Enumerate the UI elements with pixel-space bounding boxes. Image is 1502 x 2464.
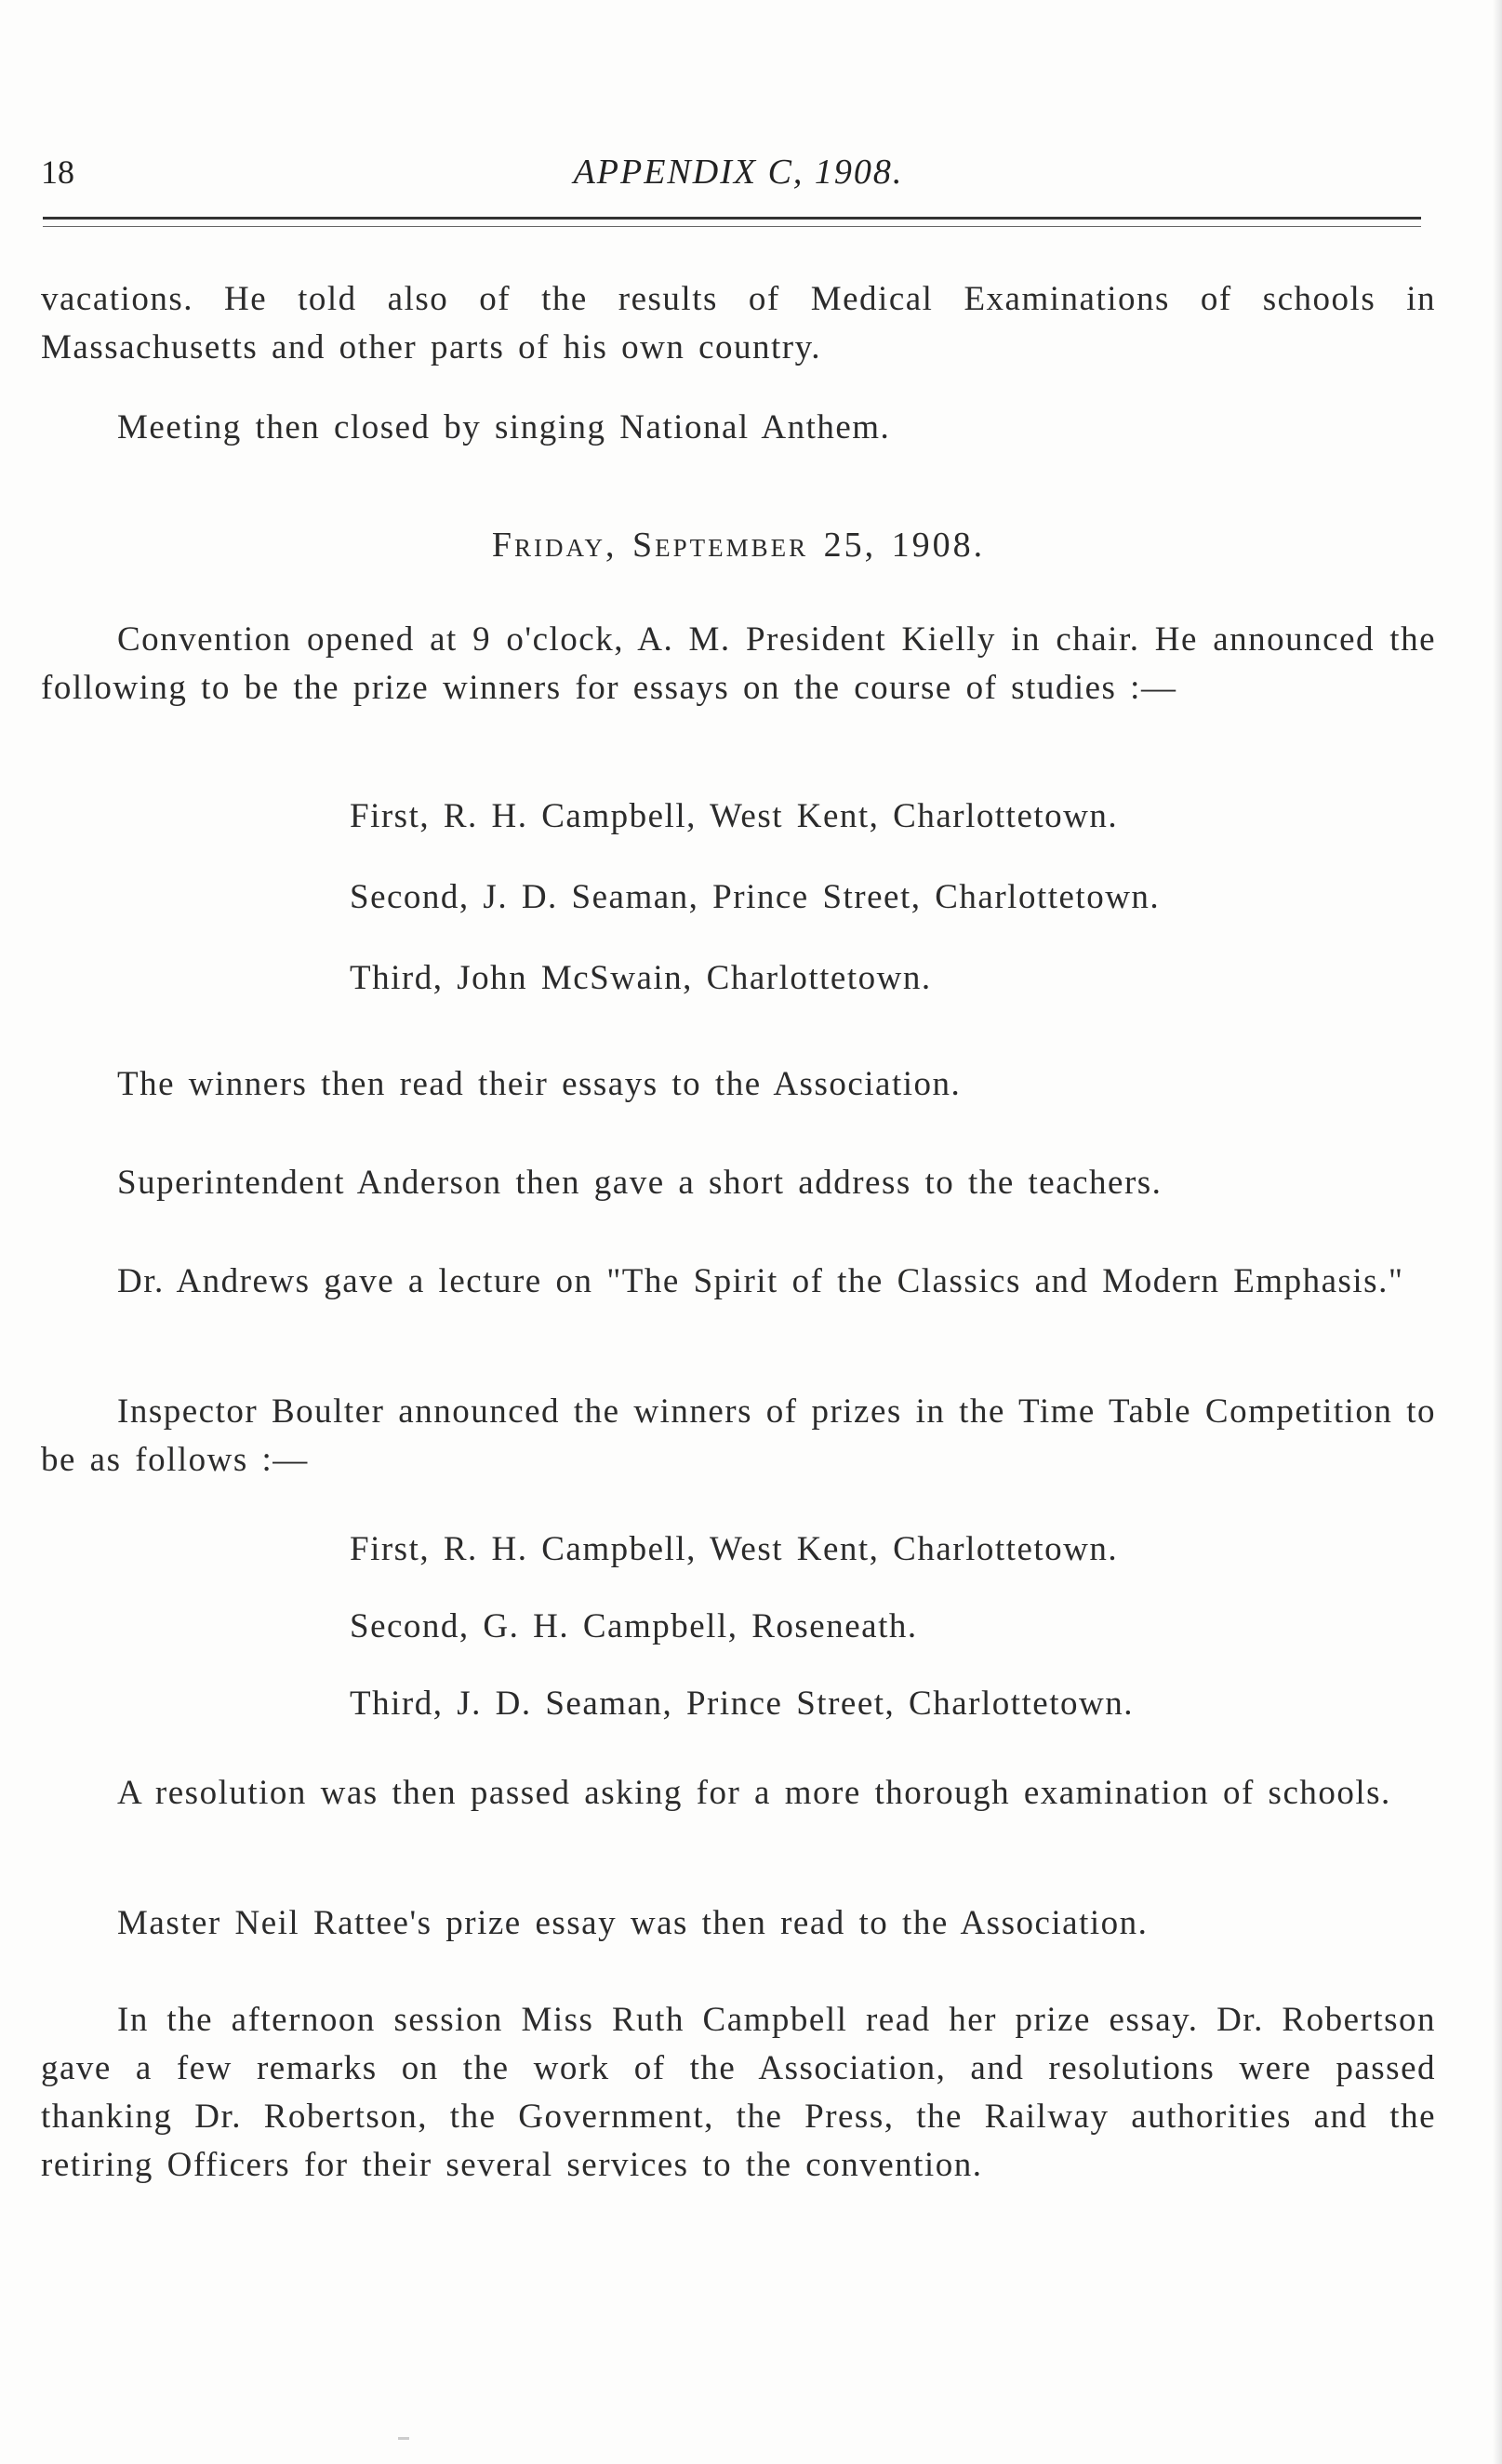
- paragraph: Convention opened at 9 o'clock, A. M. President Kielly in chair. He announced the following to be the prize winners for essays on the course of studies :—: [41, 620, 1436, 707]
- paragraph-meeting-closed: [41, 404, 1436, 452]
- paragraph: Inspector Boulter announced the winners of prizes in the Time Table Competition to be as follows :—: [41, 1392, 1436, 1479]
- list-item: First, R. H. Campbell, West Kent, Charlottetown.: [350, 797, 1119, 835]
- paragraph-convention-opened: [41, 616, 1436, 713]
- date-heading: Friday, September 25, 1908.: [491, 526, 986, 565]
- paragraph: Dr. Andrews gave a lecture on "The Spirit of the Classics and Modern Emphasis.": [117, 1262, 1404, 1300]
- paragraph-afternoon: [41, 1996, 1436, 2190]
- header-rule-thin: [43, 226, 1421, 227]
- header-rule: [43, 217, 1421, 220]
- page-number: 18: [41, 153, 74, 191]
- page-header: [41, 149, 1436, 195]
- paragraph-inspector: [41, 1388, 1436, 1485]
- paragraph: The winners then read their essays to the Association.: [117, 1065, 962, 1103]
- paragraph: In the afternoon session Miss Ruth Campbell read her prize essay. Dr. Robertson gave a few remarks on the work of the Association, and resolutions were passed thanking Dr. Robertson, the Government, the Press, the Railway authorities and the retiring Officers for their several services to the convention.: [41, 2001, 1436, 2184]
- scan-speck: [398, 2437, 409, 2440]
- date-heading-block: [41, 521, 1436, 569]
- page-edge-shadow: [1493, 0, 1502, 2464]
- paragraph-winners-read: [41, 1060, 1436, 1109]
- paragraph: Superintendent Anderson then gave a short address to the teachers.: [117, 1164, 1163, 1202]
- paragraph-continuation: [41, 275, 1436, 372]
- paragraph-master-neil: [41, 1899, 1436, 1948]
- list-item: Third, J. D. Seaman, Prince Street, Charlottetown.: [350, 1685, 1134, 1723]
- paragraph: A resolution was then passed asking for a more thorough examination of schools.: [117, 1774, 1391, 1812]
- essay-winners-list: [41, 792, 1436, 1003]
- paragraph: Meeting then closed by singing National Anthem.: [117, 408, 891, 446]
- list-item: Second, G. H. Campbell, Roseneath.: [350, 1607, 918, 1645]
- paragraph: Master Neil Rattee's prize essay was then read to the Association.: [117, 1904, 1149, 1942]
- paragraph-lecture: [41, 1258, 1436, 1306]
- paragraph-superintendent: [41, 1159, 1436, 1207]
- timetable-winners-list: [41, 1525, 1436, 1728]
- list-item: Third, John McSwain, Charlottetown.: [350, 959, 932, 997]
- paragraph-resolution: [41, 1769, 1436, 1818]
- list-item: First, R. H. Campbell, West Kent, Charlottetown.: [350, 1530, 1119, 1568]
- paragraph: vacations. He told also of the results of Medical Examinations of schools in Massachusetts and other parts of his own country.: [41, 280, 1436, 366]
- list-item: Second, J. D. Seaman, Prince Street, Charlottetown.: [350, 878, 1161, 916]
- running-head: APPENDIX C, 1908.: [573, 153, 904, 192]
